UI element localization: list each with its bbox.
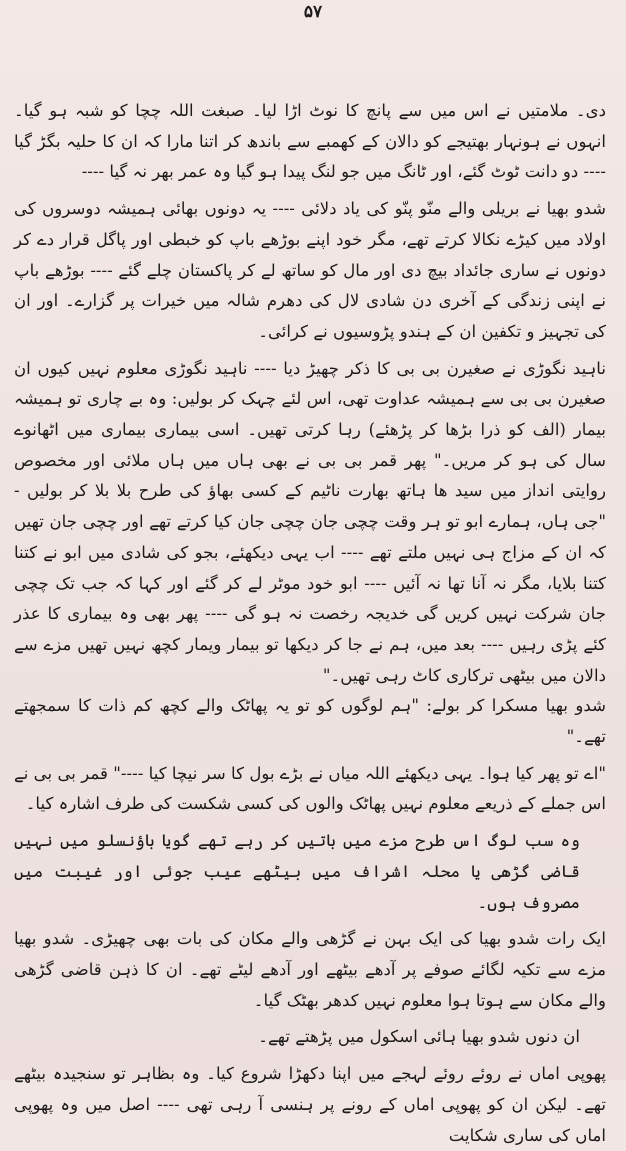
paragraph-2: شدو بھیا نے بریلی والے منّو پنّو کی یاد دلائی ---- یہ دونوں بھائی ہمیشہ دوسروں کی اولاد میں کیڑے نکالا کرتے تھے، مگر خود اپنے بوڑھے باپ کو خبطی اور پاگل قرار دے کر دونوں نے ساری جائداد بیچ دی اور مال کو ساتھ لے کر پاکستان چلے گئے ---- بوڑھے باپ نے اپنی زندگی کے آخری دن شادی لال کی دھرم شالہ میں خیرات پر گزارے۔ اور ان کی تجہیز و تکفین ان کے ہندو پڑوسیوں نے کرائی۔ bbox=[14, 199, 606, 341]
paragraph-3: ناہید نگوڑی نے صغیرن بی بی کا ذکر چھیڑ دیا ---- ناہید نگوڑی معلوم نہیں کیوں ان صغیرن بی بی سے ہمیشہ عداوت تھی، اس لئے چہک کر بولیں: وہ بے چاری تو ہمیشہ بیمار (الف کو ذرا بڑھا کر پڑھئے) رہا کرتی تھیں۔ اسی بیماری بیماری میں اٹھانوے سال کی ہو کر مریں۔" پھر قمر بی بی نے بھی ہاں میں ہاں ملائی اور مخصوص روایتی انداز میں سید ھا ہاتھ بھارت ناٹیم کے کسی بھاؤ کی طرح بلا بلا کر بولیں - "جی ہاں، ہمارے ابو تو ہر وقت چچی جان چچی جان کیا کرتے تھے اور چچی جان تھیں کہ ان کے مزاج ہی نہیں ملتے تھے ---- اب یہی دیکھئے، بجو کی شادی میں ابو نے کتنا کتنا بلایا، مگر نہ آنا تھا نہ آئیں ---- ابو خود موٹر لے کر گئے اور کہا کہ جب تک چچی جان شرکت نہیں کریں گی خدیجہ رخصت نہ ہو گی ---- پھر بھی وہ بیماری کا عذر کئے پڑی رہیں ---- بعد میں، ہم نے جا کر دیکھا تو بیمار ویمار کچھ نہیں تھیں مزے سے دالان میں بیٹھی ترکاری کاٹ رہی تھیں۔" bbox=[14, 358, 606, 685]
paragraph-9: پھوپی اماں نے روئے روئے لہجے میں اپنا دکھڑا شروع کیا۔ وہ بظاہر تو سنجیدہ بیٹھے تھے۔ لیکن ان کو پھوپی اماں کے رونے پر ہنسی آ رہی تھی ---- اصل میں وہ پھوپی اماں کی ساری شکایت bbox=[14, 1064, 606, 1145]
paragraph-7: ایک رات شدو بھیا کی ایک بہن نے گڑھی والے مکان کی بات بھی چھیڑی۔ شدو بھیا مزے سے تکیہ لگائے صوفے پر آدھے بیٹھے اور آدھے لیٹے تھے۔ ان کا ذہن قاضی گڑھی والے مکان سے ہوتا ہوا معلوم نہیں کدھر بھٹک گیا۔ bbox=[14, 929, 606, 1010]
paragraph-6: وہ سب لوگ اس طرح مزے میں باتیں کر رہے تھے گویا باؤنسلو میں نہیں قاضی گڑھی یا محلہ اشراف میں بیٹھے عیب جوئی اور غیبت میں مصروف ہوں۔ bbox=[14, 831, 580, 912]
paragraph-8: ان دنوں شدو بھیا ہائی اسکول میں پڑھتے تھے۔ bbox=[258, 1027, 580, 1047]
paragraph-1: دی۔ ملامتیں نے اس میں سے پانچ کا نوٹ اڑا لیا۔ صبغت اللہ چچا کو شبہ ہو گیا۔ انہوں نے ہونہار بھتیجے کو دالان کے کھمبے سے باندھ کر اتنا مارا کہ ان کا حلیہ بگڑ گیا ---- دو دانت ٹوٹ گئے، اور ٹانگ میں جو لنگ پیدا ہو گیا وہ عمر بھر نہ گیا ---- bbox=[14, 101, 606, 182]
paragraph-4: شدو بھیا مسکرا کر بولے: "ہم لوگوں کو تو یہ پھاٹک والے کچھ کم ذات کا سمجھتے تھے۔" bbox=[14, 696, 606, 747]
page-number: ۵۷ bbox=[303, 2, 323, 22]
paragraph-5: "اے تو پھر کیا ہوا۔ یہی دیکھئے اللہ میاں نے بڑے بول کا سر نیچا کیا ----" قمر بی بی نے اس جملے کے ذریعے معلوم نہیں پھاٹک والوں کی کسی شکست کی طرف اشارہ کیا۔ bbox=[14, 763, 606, 814]
body-text bbox=[14, 96, 606, 1151]
